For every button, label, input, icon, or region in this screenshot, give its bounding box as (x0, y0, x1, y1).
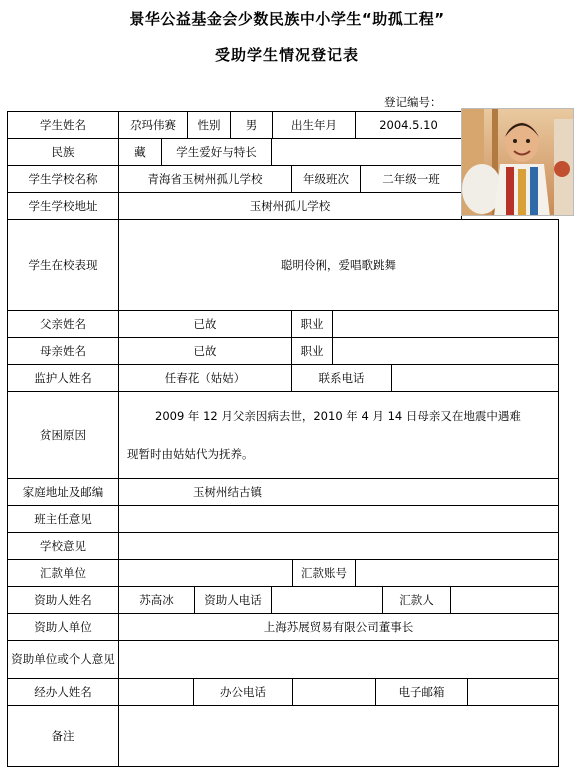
label-school-opinion: 学校意见 (7, 532, 119, 560)
label-hobbies: 学生爱好与特长 (161, 138, 272, 166)
label-handler-name: 经办人姓名 (7, 678, 119, 706)
value-father-occupation (332, 310, 559, 338)
value-sponsor-unit: 上海苏展贸易有限公司董事长 (118, 613, 559, 641)
label-remitter: 汇款人 (382, 586, 451, 614)
label-grade-class: 年级班次 (291, 165, 361, 193)
label-ethnicity: 民族 (7, 138, 119, 166)
value-guardian-name: 任春花（姑姑） (118, 364, 292, 392)
value-birth-date: 2004.5.10 (355, 111, 462, 139)
value-school-address: 玉树州孤儿学校 (118, 192, 462, 220)
label-sponsor-phone: 资助人电话 (194, 586, 272, 614)
value-remitter (450, 586, 559, 614)
registration-number-label: 登记编号： (384, 95, 442, 109)
student-photo (461, 108, 574, 216)
label-email: 电子邮箱 (375, 678, 468, 706)
value-home-address: 玉树州结古镇 (118, 478, 559, 506)
student-photo-icon (462, 109, 574, 216)
value-school-name: 青海省玉树州孤儿学校 (118, 165, 292, 193)
value-remit-unit (118, 559, 293, 587)
label-mother-occupation: 职业 (291, 337, 333, 365)
value-handler-name (118, 678, 194, 706)
form-subtitle: 受助学生情况登记表 (214, 46, 359, 64)
value-mother-name: 已故 (118, 337, 292, 365)
value-mother-occupation (332, 337, 559, 365)
value-ethnicity: 藏 (118, 138, 162, 166)
label-remarks: 备注 (7, 705, 119, 767)
label-home-address: 家庭地址及邮编 (7, 478, 119, 506)
value-poverty-reason (118, 391, 559, 479)
poverty-reason-line-1: 2009 年 12 月父亲因病去世，2010 年 4 月 14 日母亲又在地震中遇难 (155, 409, 521, 423)
label-guardian-name: 监护人姓名 (7, 364, 119, 392)
value-sponsor-name: 苏高冰 (118, 586, 195, 614)
form-title: 景华公益基金会少数民族中小学生“助孤工程” (129, 10, 445, 28)
label-sponsor-name: 资助人姓名 (7, 586, 119, 614)
label-teacher-opinion: 班主任意见 (7, 505, 119, 533)
label-contact-phone: 联系电话 (291, 364, 392, 392)
value-remarks (118, 705, 559, 767)
value-father-name: 已故 (118, 310, 292, 338)
value-sponsor-phone (271, 586, 383, 614)
label-father-name: 父亲姓名 (7, 310, 119, 338)
value-office-phone (292, 678, 376, 706)
label-sponsor-opinion: 资助单位或个人意见 (7, 640, 119, 679)
value-performance: 聪明伶俐，爱唱歌跳舞 (118, 219, 559, 311)
value-hobbies (271, 138, 462, 166)
label-father-occupation: 职业 (291, 310, 333, 338)
value-contact-phone (391, 364, 559, 392)
label-performance: 学生在校表现 (7, 219, 119, 311)
label-school-address: 学生学校地址 (7, 192, 119, 220)
value-grade-class: 二年级一班 (360, 165, 462, 193)
label-mother-name: 母亲姓名 (7, 337, 119, 365)
label-birth-date: 出生年月 (272, 111, 356, 139)
value-sponsor-opinion (118, 640, 559, 679)
label-gender: 性别 (187, 111, 231, 139)
value-teacher-opinion (118, 505, 559, 533)
value-student-name: 尕玛伟赛 (118, 111, 188, 139)
label-office-phone: 办公电话 (193, 678, 293, 706)
label-poverty-reason: 贫困原因 (7, 391, 119, 479)
label-school-name: 学生学校名称 (7, 165, 119, 193)
value-email (467, 678, 559, 706)
poverty-reason-line-2: 现暂时由姑姑代为抚养。 (127, 447, 254, 461)
label-remit-unit: 汇款单位 (7, 559, 119, 587)
label-sponsor-unit: 资助人单位 (7, 613, 119, 641)
label-student-name: 学生姓名 (7, 111, 119, 139)
value-gender: 男 (230, 111, 273, 139)
value-remit-account (355, 559, 559, 587)
value-school-opinion (118, 532, 559, 560)
label-remit-account: 汇款账号 (292, 559, 356, 587)
